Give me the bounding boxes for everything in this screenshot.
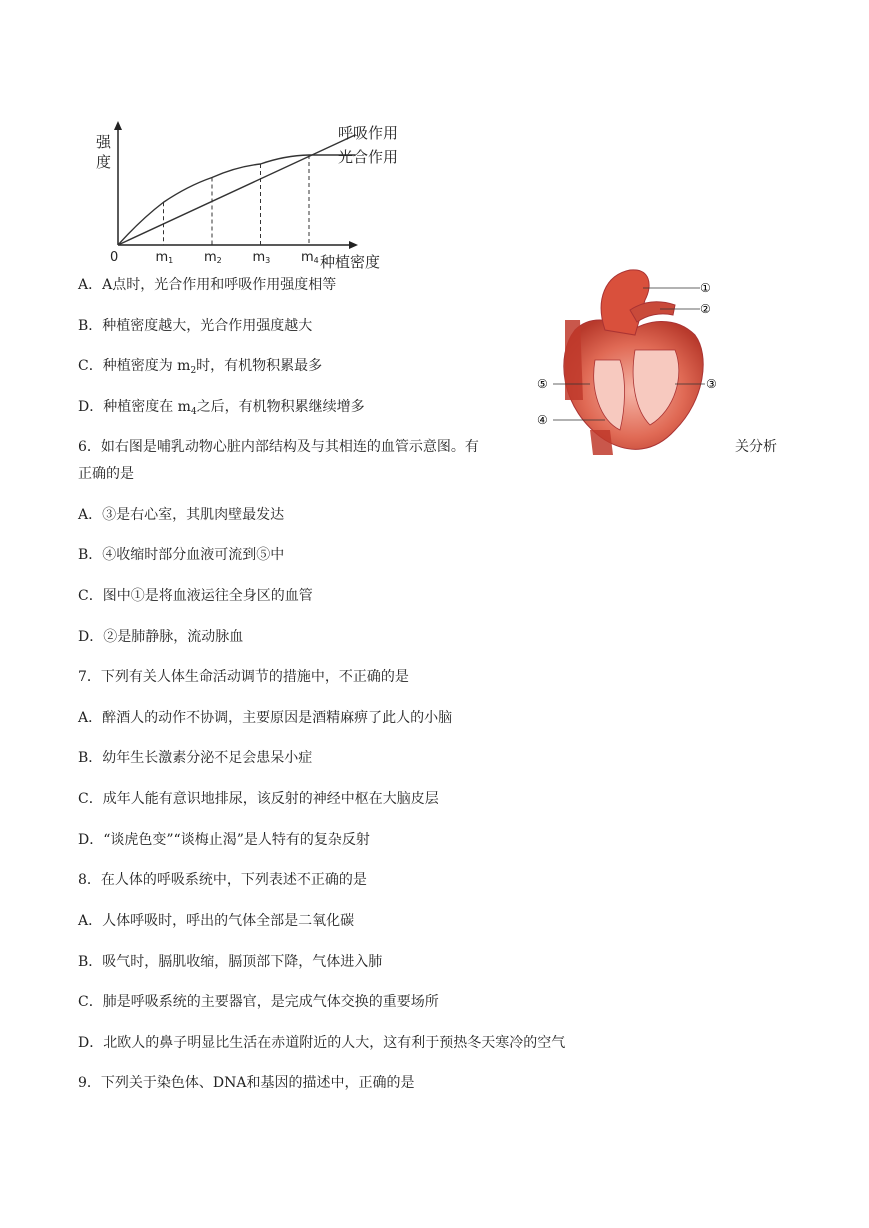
tick-label-m1: m1 xyxy=(155,250,174,265)
legend-photosynthesis: 光合作用 xyxy=(338,148,399,166)
respiration-series-line xyxy=(118,135,356,245)
q7-option-a: A．醉酒人的动作不协调，主要原因是酒精麻痹了此人的小脑 xyxy=(78,710,453,726)
legend-respiration: 呼吸作用 xyxy=(338,124,399,142)
x-axis-arrow xyxy=(349,241,358,249)
tick-label-m4: m4 xyxy=(301,250,319,265)
q8-option-a: A．人体呼吸时，呼出的气体全部是二氧化碳 xyxy=(78,913,355,929)
y-label-1: 强 xyxy=(96,133,112,151)
q6-option-a: A．③是右心室，其肌肉壁最发达 xyxy=(78,507,285,523)
y-axis-arrow xyxy=(114,121,122,130)
q8-option-d: D．北欧人的鼻子明显比生活在赤道附近的人大，这有利于预热冬天寒冷的空气 xyxy=(78,1035,566,1051)
q5-option-d xyxy=(78,398,365,418)
label-4: ④ xyxy=(537,413,548,427)
q6-stem: 6．如右图是哺乳动物心脏内部结构及与其相连的血管示意图。有 xyxy=(78,439,479,455)
q5-c-pre: C．种植密度为 m xyxy=(78,358,191,374)
vena-cava xyxy=(565,320,583,400)
q6-stem-continued: 关分析 xyxy=(735,439,777,455)
q8-option-c: C．肺是呼吸系统的主要器官，是完成气体交换的重要场所 xyxy=(78,994,439,1010)
q5-option-c xyxy=(78,357,322,377)
tick-label-m2: m2 xyxy=(204,250,222,265)
q6-option-b: B．④收缩时部分血液可流到⑤中 xyxy=(78,547,285,563)
q5-option-a: A．A点时，光合作用和呼吸作用强度相等 xyxy=(78,277,337,293)
q8-stem: 8．在人体的呼吸系统中，下列表述不正确的是 xyxy=(78,872,367,888)
density-intensity-chart xyxy=(88,115,408,275)
q5-d-sub: 4 xyxy=(190,407,197,417)
q6-option-c: C．图中①是将血液运往全身区的血管 xyxy=(78,588,313,604)
q7-option-b: B．幼年生长激素分泌不足会患呆小症 xyxy=(78,750,313,766)
q8-option-b: B．吸气时，膈肌收缩，膈顶部下降，气体进入肺 xyxy=(78,954,383,970)
vena-cava-lower xyxy=(590,430,613,455)
q5-c-post: 时，有机物积累最多 xyxy=(196,358,323,374)
y-label-2: 度 xyxy=(96,153,112,171)
q7-stem: 7．下列有关人体生命活动调节的措施中，不正确的是 xyxy=(78,669,409,685)
q5-option-b: B．种植密度越大，光合作用强度越大 xyxy=(78,318,313,334)
q7-option-d: D．“谈虎色变”“谈梅止渴”是人特有的复杂反射 xyxy=(78,832,370,848)
x-axis-label: 种植密度 xyxy=(320,253,381,271)
q9-stem: 9．下列关于染色体、DNA和基因的描述中，正确的是 xyxy=(78,1075,415,1091)
photosynthesis-series-line xyxy=(118,155,356,245)
q5-d-pre: D．种植密度在 m xyxy=(78,399,191,415)
label-2: ② xyxy=(700,302,711,316)
q5-d-post: 之后，有机物积累继续增多 xyxy=(196,399,365,415)
tick-label-m3: m3 xyxy=(252,250,271,265)
q6-option-d: D．②是肺静脉，流动脉血 xyxy=(78,629,244,645)
heart-diagram xyxy=(535,260,725,460)
q6-stem-line2: 正确的是 xyxy=(78,466,134,482)
origin-label: 0 xyxy=(110,250,119,265)
q5-c-sub: 2 xyxy=(190,366,197,376)
q7-option-c: C．成年人能有意识地排尿，该反射的神经中枢在大脑皮层 xyxy=(78,791,439,807)
label-3: ③ xyxy=(706,377,717,391)
label-5: ⑤ xyxy=(537,377,548,391)
label-1: ① xyxy=(700,281,711,295)
